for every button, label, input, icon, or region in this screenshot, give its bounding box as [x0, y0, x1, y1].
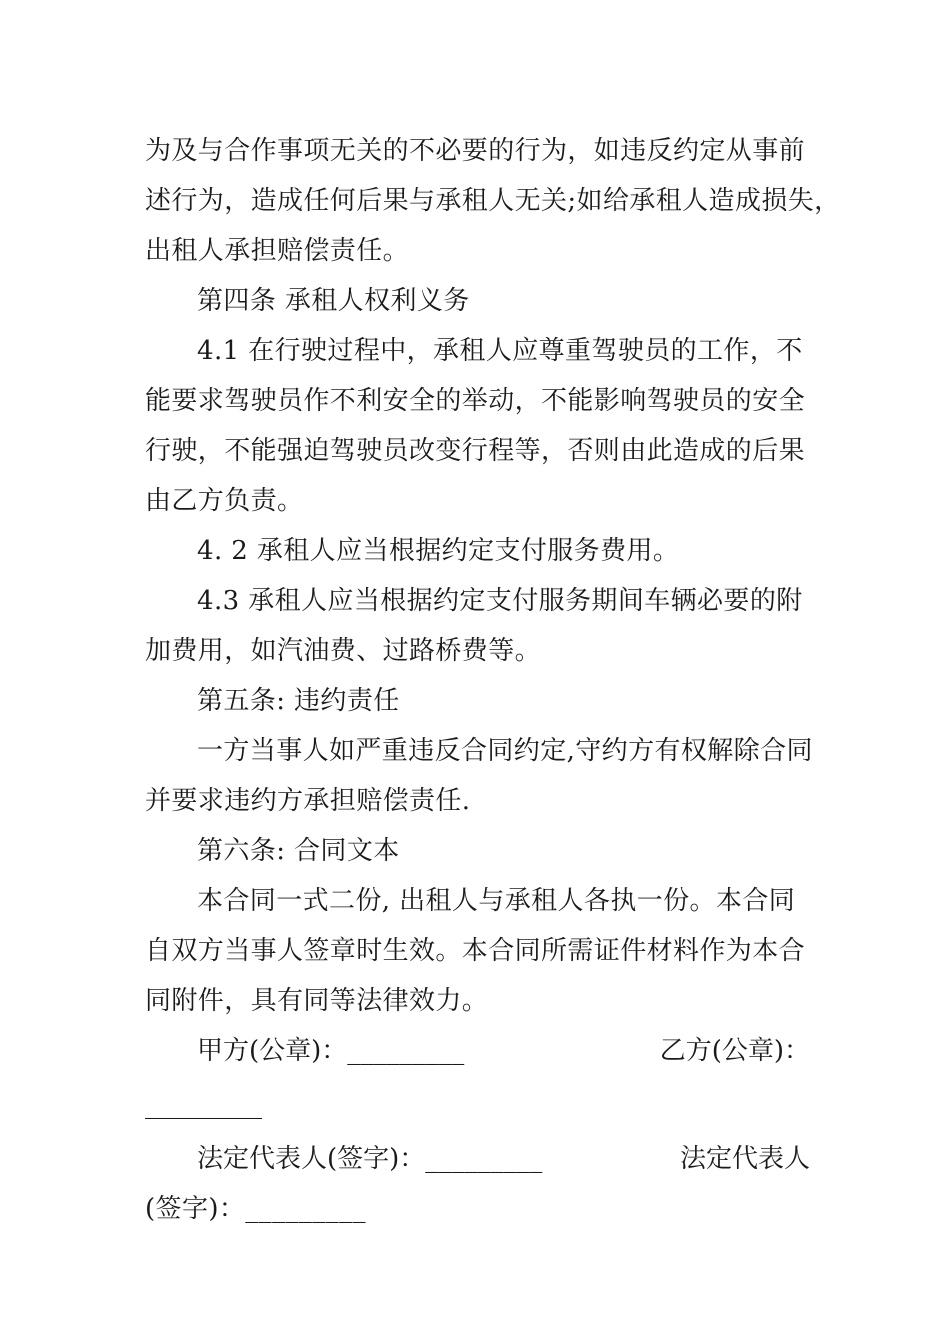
- contract-page: [145, 126, 841, 1234]
- clause-line: 能要求驾驶员作不利安全的举动，不能影响驾驶员的安全: [145, 386, 806, 416]
- clause-line: 由乙方负责。: [145, 486, 304, 516]
- clause-line: 4.3 承租人应当根据约定支付服务期间车辆必要的附: [197, 586, 803, 616]
- representative-row: [145, 1134, 810, 1184]
- clause-line: 一方当事人如严重违反合同约定,守约方有权解除合同: [197, 736, 813, 766]
- party-a-seal: 甲方(公章)：_________: [197, 1036, 465, 1066]
- clause-line: 同附件，具有同等法律效力。: [145, 986, 489, 1016]
- clause-line: 并要求违约方承担赔偿责任.: [145, 786, 471, 816]
- party-b-seal-blank: _________: [145, 1090, 262, 1120]
- seal-row: [145, 1026, 810, 1076]
- paragraph-line: 为及与合作事项无关的不必要的行为，如违反约定从事前: [145, 136, 806, 166]
- clause-line: 行驶，不能强迫驾驶员改变行程等，否则由此造成的后果: [145, 436, 806, 466]
- article-heading: 第四条 承租人权利义务: [197, 286, 470, 316]
- paragraph-line: 出租人承担赔偿责任。: [145, 236, 410, 266]
- clause-line: 4.1 在行驶过程中，承租人应尊重驾驶员的工作，不: [197, 336, 803, 366]
- paragraph-line: 述行为，造成任何后果与承租人无关;如给承租人造成损失，: [145, 186, 841, 216]
- article-heading: 第五条: 违约责任: [197, 686, 400, 716]
- article-heading: 第六条: 合同文本: [197, 836, 400, 866]
- clause-line: 加费用，如汽油费、过路桥费等。: [145, 636, 542, 666]
- party-b-representative: 法定代表人: [679, 1144, 810, 1174]
- party-b-seal: 乙方(公章)：: [659, 1036, 810, 1066]
- party-a-representative: 法定代表人(签字)：_________: [197, 1144, 543, 1174]
- party-b-representative-cont: (签字)：_________: [145, 1194, 366, 1224]
- clause-line: 本合同一式二份, 出租人与承租人各执一份。本合同: [197, 886, 796, 916]
- clause-line: 自双方当事人签章时生效。本合同所需证件材料作为本合: [145, 936, 806, 966]
- clause-line: 4. 2 承租人应当根据约定支付服务费用。: [197, 536, 680, 566]
